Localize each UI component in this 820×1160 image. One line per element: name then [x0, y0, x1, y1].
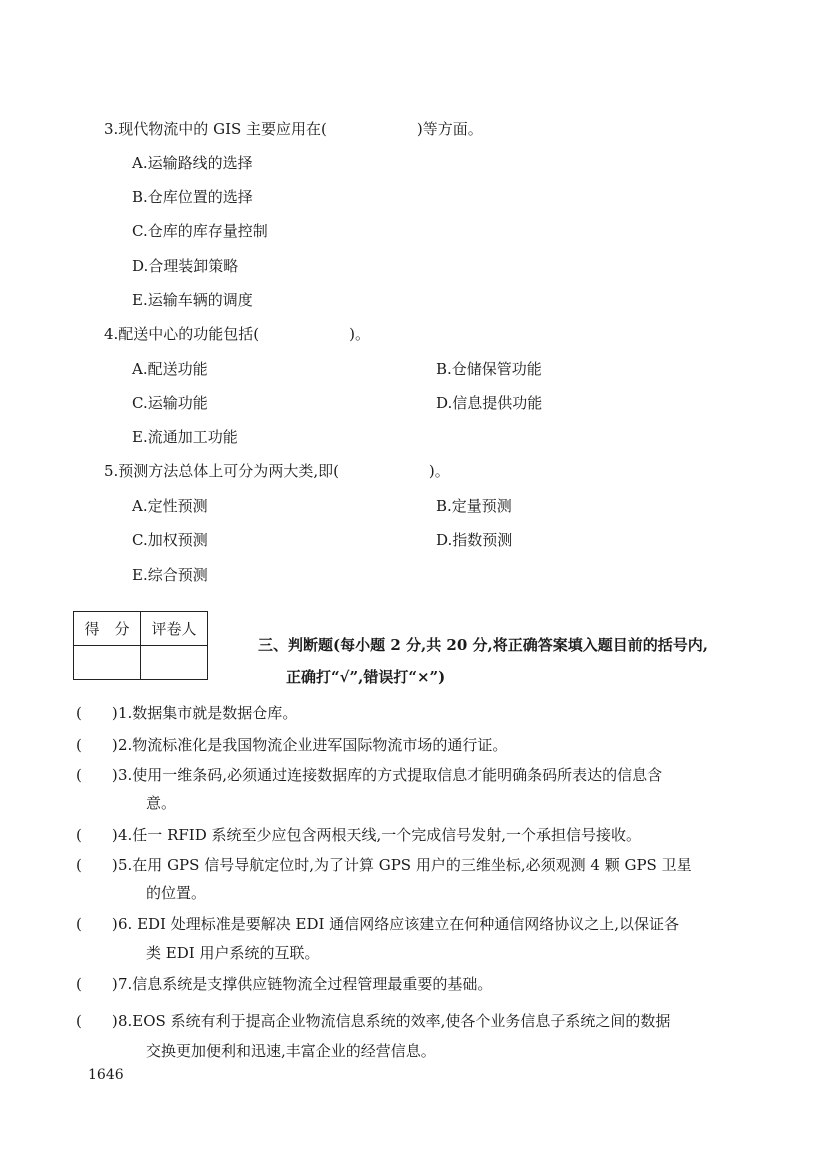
question-5-option-c: C.加权预测 — [132, 531, 208, 549]
question-3-option-b: B.仓库位置的选择 — [132, 188, 253, 206]
judgment-4-text: 4.任一 RFID 系统至少应包含两根天线,一个完成信号发射,一个承担信号接收。 — [118, 826, 642, 844]
question-5-stem: 5.预测方法总体上可分为两大类,即( )。 — [104, 462, 450, 480]
judgment-6-continuation: 类 EDI 用户系统的互联。 — [146, 944, 320, 962]
judgment-7-paren[interactable]: ( ) — [76, 975, 118, 993]
judgment-1-text: 1.数据集市就是数据仓库。 — [118, 704, 298, 722]
question-5-option-a: A.定性预测 — [132, 497, 208, 515]
grader-header: 评卷人 — [141, 612, 208, 646]
question-4-option-c: C.运输功能 — [132, 394, 208, 412]
judgment-6-text: 6. EDI 处理标准是要解决 EDI 通信网络应该建立在何种通信网络协议之上,以保证各 — [118, 915, 679, 933]
judgment-2-text: 2.物流标准化是我国物流企业进军国际物流市场的通行证。 — [118, 736, 508, 754]
question-5-option-d: D.指数预测 — [436, 531, 513, 549]
judgment-4-paren[interactable]: ( ) — [76, 826, 118, 844]
judgment-2-paren[interactable]: ( ) — [76, 736, 118, 754]
judgment-5-text: 5.在用 GPS 信号导航定位时,为了计算 GPS 用户的三维坐标,必须观测 4 颗 GPS 卫星 — [118, 856, 692, 874]
question-4-option-a: A.配送功能 — [132, 360, 208, 378]
judgment-3-continuation: 意。 — [146, 794, 177, 812]
judgment-1-paren[interactable]: ( ) — [76, 704, 118, 722]
grader-cell[interactable] — [141, 646, 208, 680]
question-5-option-b: B.定量预测 — [436, 497, 512, 515]
question-4-stem: 4.配送中心的功能包括( )。 — [104, 325, 371, 343]
question-3-option-c: C.仓库的库存量控制 — [132, 222, 268, 240]
page-number: 1646 — [88, 1067, 124, 1083]
judgment-3-text: 3.使用一维条码,必须通过连接数据库的方式提取信息才能明确条码所表达的信息含 — [118, 766, 663, 784]
score-cell[interactable] — [74, 646, 141, 680]
question-4-option-e: E.流通加工功能 — [132, 428, 238, 446]
judgment-8-paren[interactable]: ( ) — [76, 1012, 118, 1030]
question-5-option-e: E.综合预测 — [132, 566, 208, 584]
question-3-option-d: D.合理装卸策略 — [132, 257, 239, 275]
question-4-option-d: D.信息提供功能 — [436, 394, 543, 412]
section-title: 三、判断题(每小题 2 分,共 20 分,将正确答案填入题目前的括号内, — [258, 636, 708, 654]
judgment-6-paren[interactable]: ( ) — [76, 915, 118, 933]
section-instruction: 正确打“√”,错误打“×”) — [286, 668, 446, 686]
judgment-3-paren[interactable]: ( ) — [76, 766, 118, 784]
judgment-7-text: 7.信息系统是支撑供应链物流全过程管理最重要的基础。 — [118, 975, 493, 993]
question-3-stem: 3.现代物流中的 GIS 主要应用在( )等方面。 — [104, 120, 483, 138]
judgment-5-paren[interactable]: ( ) — [76, 856, 118, 874]
question-3-option-e: E.运输车辆的调度 — [132, 291, 253, 309]
judgment-8-continuation: 交换更加便利和迅速,丰富企业的经营信息。 — [146, 1042, 436, 1060]
judgment-5-continuation: 的位置。 — [146, 884, 207, 902]
judgment-8-text: 8.EOS 系统有利于提高企业物流信息系统的效率,使各个业务信息子系统之间的数据 — [118, 1012, 671, 1030]
score-header: 得 分 — [74, 612, 141, 646]
score-table — [73, 611, 208, 680]
question-3-option-a: A.运输路线的选择 — [132, 154, 253, 172]
question-4-option-b: B.仓储保管功能 — [436, 360, 542, 378]
